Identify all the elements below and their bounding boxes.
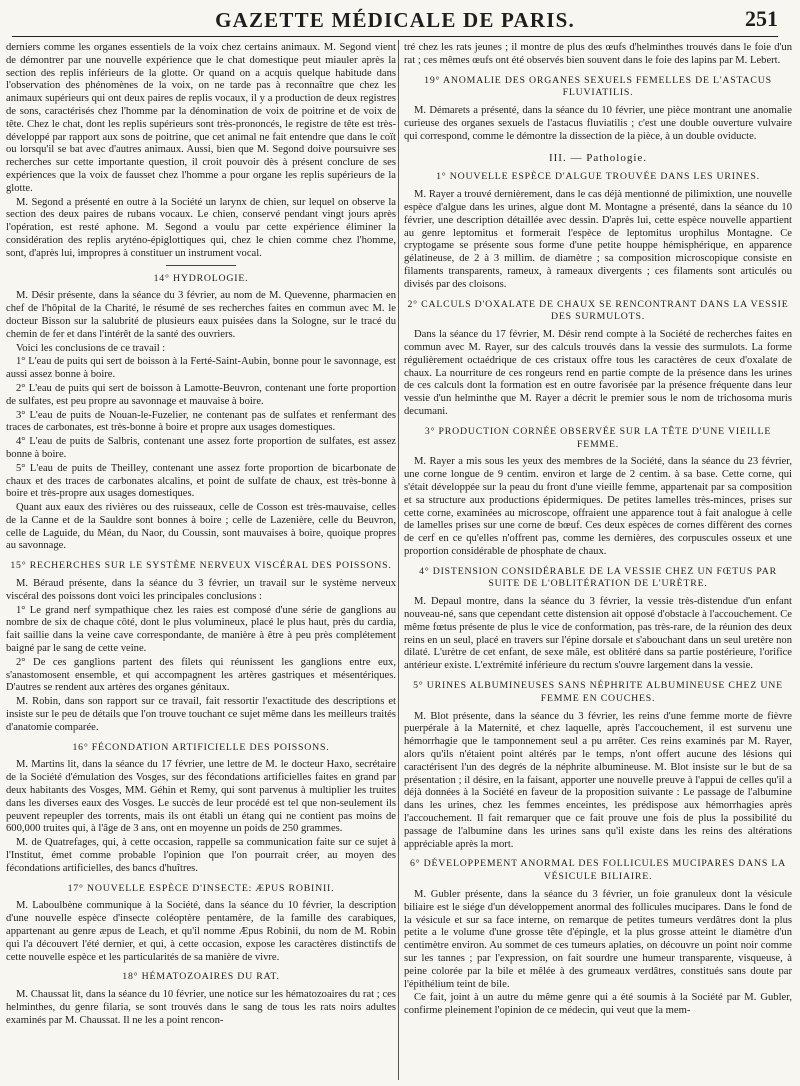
paragraph: M. Démarets a présenté, dans la séance du 10 février, une pièce montrant une anomalie curieuse des organes sexuels de l'astacus fluviatilis ; c'est une double ouverture vulvaire qui correspond, comme le démontre la dissection de la pièce, à un double oviducte. [404,105,792,142]
section-heading: 3° PRODUCTION CORNÉE OBSERVÉE SUR LA TÊTE D'UNE VIEILLE FEMME. [424,425,772,450]
section-heading: 14° HYDROLOGIE. [153,272,249,284]
paragraph: M. Robin, dans son rapport sur ce travail, fait ressortir l'exactitude des descriptions et insiste sur le peu de détails que l'on trouve touchant ce sujet même dans les meilleurs traités d'anatomie comparée. [6,696,396,733]
paragraph: M. Laboulbène communique à la Société, dans la séance du 10 février, la description d'une nouvelle espèce d'insecte coléoptère pentamère, de la famille des carabiques, appartenant au genre æpus de Leach, et qu'il nomme Æpus Robinii, du nom de M. Robin qui l'a découvert l'été dernier, et qui, à cette occasion, expose les caractères distinctifs de cette nouvelle espèce et les particularités de sa manière de vivre. [6,900,396,963]
paragraph: Voici les conclusions de ce travail : [16,342,166,354]
paragraph: M. Rayer a mis sous les yeux des membres de la Société, dans la séance du 23 février, une corne longue de 9 centim. environ et large de 2 centim. à sa base. Cette corne, qui s'était développée sur la peau du front d'une vieille femme, appartenait par sa composition et sa structure aux productions épidermiques. De petites lamelles très-minces, prises sur cette corne, examinées au microscope, offraient une apparence tout à fait analogue à celle de lamelles prises sur une corne de bœuf. Ces deux espèces de cornes diffèrent des cornes de cerf en ce qu'elles n'offrent pas, comme les dernières, des corpuscules osseux et une proportion considérable de phosphate de chaux. [404,456,792,557]
section-heading: 17° NOUVELLE ESPÈCE D'INSECTE: ÆPUS ROBINII. [67,882,335,894]
section-heading: 1° NOUVELLE ESPÈCE D'ALGUE TROUVÉE DANS LES URINES. [436,171,760,183]
section-heading: 2° CALCULS D'OXALATE DE CHAUX SE RENCONTRANT DANS LA VESSIE DES SURMULOTS. [407,298,789,323]
paragraph: 3° L'eau de puits de Nouan-le-Fuzelier, ne contenant pas de sulfates et renfermant des traces de carbonates, est très-bonne à boire et propre aux usages domestiques. [6,409,396,434]
paragraph: M. Depaul montre, dans la séance du 3 février, la vessie très-distendue d'un enfant nouveau-né, sans que cependant cette distension ait opposé d'obstacle à l'accouchement. Ce même fœtus présente de plus le vice de conformation, pas très-rare, de la réunion des deux reins en un seul, placé en travers sur l'épine dorsale et s'abouchant dans un seul uretère non dilaté. L'urètre de cet enfant, de sexe mâle, est oblitéré dans sa partie postérieure, l'orifice antérieur existe. L'extrémité inférieure du rectum s'ouvre largement dans la vessie. [404,596,792,672]
section-heading: 6° DÉVELOPPEMENT ANORMAL DES FOLLICULES MUCIPARES DANS LA VÉSICULE BILIAIRE. [409,858,787,883]
paragraph: Dans la séance du 17 février, M. Désir rend compte à la Société de recherches faites en commun avec M. Rayer, sur des calculs trouvés dans la vessie des surmulots. La forme régulièrement octaédrique de ces cristaux offre tous les caractères de ceux d'oxalate de chaux. La nourriture de ces rongeurs rend en partie compte de la présence dans les urines de ces calculs dont la formation est en outre favorisée par la présence fréquente dans leur vessie d'un helminthe que M. Rayer a décrit le premier sous le nom de trichosoma muris decumani. [404,329,792,417]
page-header [12,8,778,37]
section-heading: 4° DISTENSION CONSIDÉRABLE DE LA VESSIE CHEZ UN FŒTUS PAR SUITE DE L'OBLITÉRATION DE L'URÈTRE. [419,565,777,590]
section-heading: 15° RECHERCHES SUR LE SYSTÈME NERVEUX VISCÉRAL DES POISSONS. [10,560,392,572]
paragraph: 2° De ces ganglions partent des filets qui réunissent les ganglions entre eux, s'anastomosent ensemble, et qui accompagnent les artères gastriques et mésentériques. D'autres se rendent aux artères des organes génitaux. [6,656,396,694]
paragraph: M. Désir présente, dans la séance du 3 février, au nom de M. Quevenne, pharmacien en chef de l'hôpital de la Charité, le résumé de ses recherches faites en commun avec M. le docteur Bisson sur la salubrité de plusieurs eaux puisées dans la Sologne, sur le tracé du chemin de fer et dans l'intérêt de la santé des ouvriers. [6,290,396,340]
paragraph: M. Béraud présente, dans la séance du 3 février, un travail sur le système nerveux viscéral des poissons dont voici les principales conclusions : [6,578,396,602]
column-divider [398,40,399,1080]
page-number: 251 [745,6,778,31]
paragraph: 2° L'eau de puits qui sert de boisson à Lamotte-Beuvron, contenant une forte proportion de sulfates, est peu propre au savonnage et mauvaise à boire. [6,382,396,407]
major-section-heading: III. — Pathologie. [548,151,648,164]
paragraph: M. Gubler présente, dans la séance du 3 février, un foie granuleux dont la vésicule biliaire est le siége d'un développement anormal des follicules mucipares. Dans le fond de la vésicule et sur sa face interne, on remarque de petites tumeurs verdâtres dont la plus petite a le volume d'une grosse tête d'épingle, et la plus grosse atteint le diamètre d'un centimètre environ. Au sommet de ces tumeurs aplaties, on découvre un point noir comme sur les tannes ; par l'expression, on fait sourdre une humeur transparente, visqueuse, à peine colorée par la bile et mêlée à des grumeaux verdâtres, constitués sans doute par l'épithélium teint de bile. [404,889,792,990]
paragraph: 4° L'eau de puits de Salbris, contenant une assez forte proportion de sulfates, est assez bonne à boire. [6,436,396,460]
paragraph: M. de Quatrefages, qui, à cette occasion, rappelle sa communication faite sur ce sujet à l'Institut, émet comme probable l'opinion que l'on pourrait créer, au moyen des fécondations artificielles, des bancs d'huîtres. [6,837,396,874]
paragraph: 5° L'eau de puits de Theilley, contenant une assez forte proportion de bicarbonate de chaux et des traces de carbonates alcalins, et point de sulfate de chaux, est très-bonne à boire et très-propre aux usages domestiques. [6,462,396,500]
paragraph: M. Martins lit, dans la séance du 17 février, une lettre de M. le docteur Haxo, secrétaire de la Société d'émulation des Vosges, sur des fécondations artificielles faites en grand par deux habitants des Vosges, MM. Géhin et Remy, qui sont parvenus à multiplier les truites dans les diverses eaux des Vosges. Le succès de leur procédé est tel que non-seulement ils peuvent repeupler des torrents, mais ils ont établi un étang qui ne contient pas moins de 600,000 truites qui, à l'âge de 3 ans, ont en moyenne un poids de 250 grammes. [6,759,396,835]
paragraph: Ce fait, joint à un autre du même genre qui a été soumis à la Société par M. Gubler, confirme pleinement l'opinion de ce médecin, qui veut que la mem- [404,992,792,1017]
paragraph: derniers comme les organes essentiels de la voix chez certains animaux. M. Segond vient de démontrer par une nouvelle expérience que le chat domestique peut miauler après la section des replis inférieurs de la glotte. Or quand on a acquis quelque habitude dans l'observation des phénomènes de la voix, on ne tarde pas à reconnaître que chez les animaux supérieurs qui ont deux paires de replis vocaux, il y a production de deux registres de sons, caractérisés chez l'homme par la dénomination de voix de poitrine et de voix de tête. Chez le chat, dont les replis supérieurs sont très-prononcés, le registre de tête est très-développé par rapport aux sons de poitrine, que cet animal ne fait entendre que dans le coït ou lorsqu'il se bat avec d'autres animaux. Aussi, bien que M. Segond doive poursuivre ses recherches sur cette importante question, il croit pouvoir dès à présent conclure de ses expériences que la voix de fausset chez l'homme a pour organe les replis supérieurs de la glotte. [6,42,396,194]
paragraph: 1° Le grand nerf sympathique chez les raies est composé d'une série de ganglions au nombre de six de chaque côté, dont le plus volumineux, placé le plus haut, près du cardia, fait saillie dans la veine cave correspondante, de manière à être à peu près complétement baigné par le sang de cette veine. [6,604,396,655]
journal-title: GAZETTE MÉDICALE DE PARIS. [215,8,575,32]
paragraph: Quant aux eaux des rivières ou des ruisseaux, celle de Cosson est très-mauvaise, celles de la Canne et de la Sauldre sont bonnes à boire ; celle de Lazenière, celle du Beuvron, celle de Laguide, du Méan, du Naor, du Coussin, sont mauvaises à boire, quoique propres au savonnage. [6,502,396,552]
paragraph: M. Blot présente, dans la séance du 3 février, les reins d'une femme morte de fièvre puerpérale à la Maternité, et chez laquelle, après l'accouchement, il est survenu une hémorrhagie que le tamponnement seul a pu arrêter. Ces reins examinés par M. Rayer, alors qu'ils n'étaient point altérés par le temps, n'ont offert aucune des lésions qui caractérisent l'un des degrés de la néphrite albumineuse. M. Blot insiste sur le but de sa présentation ; il désire, en la faisant, apporter une nouvelle preuve à l'appui de celles qu'il a déjà données à la Société en faveur de la proposition suivante : Le passage de l'albumine dans les urines, chez les femmes enceintes, les prédispose aux hémorrhagies après l'accouchement. Il fait remarquer que ce fait prouve une fois de plus la possibilité du passage de l'albumine dans les urines sans qu'il existe dans les reins des altérations appréciable après la mort. [404,710,792,850]
paragraph: M. Rayer a trouvé dernièrement, dans le cas déjà mentionné de pilimixtion, une nouvelle espèce d'algue dans les urines, algue dont M. Montagne a présenté, dans la séance du 10 février, une description détaillée avec dessin. D'après lui, cette espèce nouvelle appartient au genre leptomitus et formerait l'espèce de leptomitus urophilus Montagne. Ce cryptogame se présente sous forme d'une petite houppe hémisphérique, en apparence gélatineuse, de 2 à 3 millim. de diamètre ; sa composition microscopique consiste en filaments transparents, rameux, à rameaux divergents ; ces filaments sont articulés ou divisés par des cloisons. [404,189,792,290]
right-column [404,42,792,1082]
separator [166,265,236,266]
section-heading: 18° HÉMATOZOAIRES DU RAT. [122,971,280,983]
paragraph: tré chez les rats jeunes ; il montre de plus des œufs d'helminthes trouvés dans le foie d'un rat ; ces mêmes œufs ont été observés bien souvent dans le foie des lapins par M. Lebert. [404,42,792,66]
section-heading: 19° ANOMALIE DES ORGANES SEXUELS FEMELLES DE L'ASTACUS FLUVIATILIS. [424,74,772,99]
paragraph: M. Segond a présenté en outre à la Société un larynx de chien, sur lequel on observe la section des deux paires de rubans vocaux. Le chien, conservé pendant vingt jours après l'opération, est resté aphone. M. Segond a voulu par cette expérience éliminer la considération des replis aryténo-épiglottiques qui, chez le chien comme chez l'homme, sont, d'après lui, impropres à constituer un instrument vocal. [6,196,396,259]
section-heading: 16° FÉCONDATION ARTIFICIELLE DES POISSONS. [72,741,330,753]
left-column [6,42,396,1082]
paragraph: M. Chaussat lit, dans la séance du 10 février, une notice sur les hématozoaires du rat ; ces helminthes, du genre filaria, se sont trouvés dans le sang de tous les rats noirs adultes examinés par M. Chaussat. Il ne les a point rencon- [6,989,396,1026]
paragraph: 1° L'eau de puits qui sert de boisson à la Ferté-Saint-Aubin, bonne pour le savonnage, est aussi assez bonne à boire. [6,356,396,381]
section-heading: 5° URINES ALBUMINEUSES SANS NÉPHRITE ALBUMINEUSE CHEZ UNE FEMME EN COUCHES. [413,680,783,704]
